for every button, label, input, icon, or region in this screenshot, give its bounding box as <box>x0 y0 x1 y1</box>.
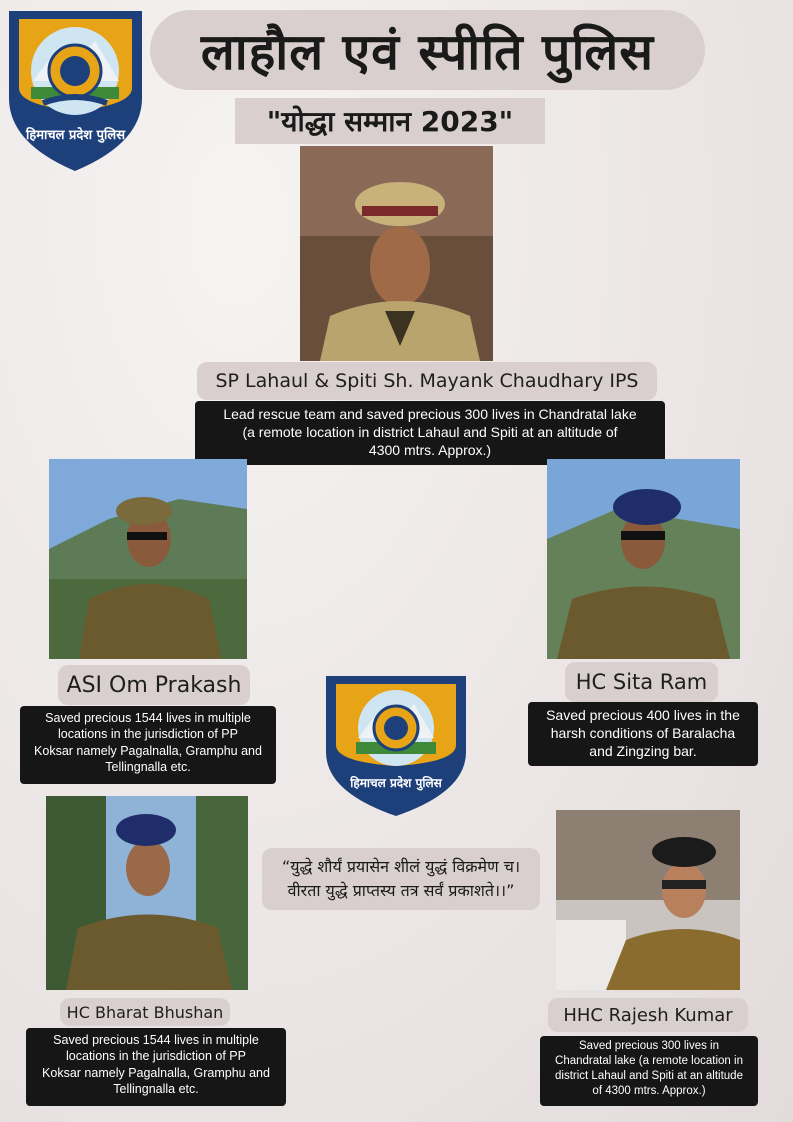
page-title-container <box>150 10 705 90</box>
subtitle-container <box>235 98 545 144</box>
photo-rajesh-kumar <box>556 810 740 990</box>
honoree-description <box>540 1036 758 1106</box>
desc-line: Lead rescue team and saved precious 300 lives in Chandratal lake <box>223 406 637 422</box>
honoree-description <box>20 706 276 784</box>
desc-line: Saved precious 1544 lives in multiple <box>53 1033 259 1047</box>
desc-line: Koksar namely Pagalnalla, Gramphu and <box>42 1065 270 1080</box>
desc-line: and Zingzing bar. <box>589 743 697 760</box>
desc-line: Saved precious 300 lives in <box>579 1040 719 1052</box>
desc-line: locations in the jurisdiction of PP <box>66 1049 246 1064</box>
desc-line: Saved precious 400 lives in the <box>546 707 740 723</box>
photo-om-prakash <box>49 459 247 659</box>
honoree-name: HC Bharat Bhushan <box>60 998 230 1026</box>
police-badge-logo <box>3 3 148 175</box>
desc-line: locations in the jurisdiction of PP <box>58 727 238 742</box>
quote-line: “युद्धे शौर्यं प्रयासेन शीलं युद्धं विक्रमेण च। <box>281 857 521 876</box>
desc-line: harsh conditions of Baralacha <box>550 725 736 742</box>
page-title: लाहौल एवं स्पीति पुलिस <box>200 23 655 81</box>
honoree-name: SP Lahaul & Spiti Sh. Mayank Chaudhary IPS <box>197 362 657 400</box>
sanskrit-quote <box>262 848 540 910</box>
desc-line: Koksar namely Pagalnalla, Gramphu and <box>34 743 262 758</box>
desc-line: (a remote location in district Lahaul and Spiti at an altitude of <box>242 424 618 441</box>
desc-line: of 4300 mtrs. Approx.) <box>592 1084 706 1097</box>
desc-line: Tellingnalla etc. <box>113 1081 199 1096</box>
honoree-description <box>26 1028 286 1106</box>
page-subtitle: "योद्धा सम्मान 2023" <box>266 105 514 138</box>
desc-line: district Lahaul and Spiti at an altitude <box>555 1069 743 1082</box>
honoree-name: HC Sita Ram <box>565 662 718 702</box>
desc-line: Tellingnalla etc. <box>105 759 191 774</box>
photo-bharat-bhushan <box>46 796 248 990</box>
badge-text: हिमाचल प्रदेश पुलिस <box>350 776 442 790</box>
quote-line: वीरता युद्धे प्राप्तस्य तत्र सर्वं प्रकाशते।।” <box>287 881 515 900</box>
photo-sp <box>300 146 493 361</box>
honoree-description <box>528 702 758 766</box>
honoree-name: ASI Om Prakash <box>58 665 250 705</box>
desc-line: Saved precious 1544 lives in multiple <box>45 711 251 725</box>
desc-line: 4300 mtrs. Approx.) <box>368 442 492 459</box>
police-badge-logo <box>322 670 470 820</box>
badge-text: हिमाचल प्रदेश पुलिस <box>25 128 126 143</box>
photo-sita-ram <box>547 459 740 659</box>
honoree-name: HHC Rajesh Kumar <box>548 998 748 1032</box>
desc-line: Chandratal lake (a remote location in <box>555 1054 743 1067</box>
honoree-description <box>195 401 665 465</box>
